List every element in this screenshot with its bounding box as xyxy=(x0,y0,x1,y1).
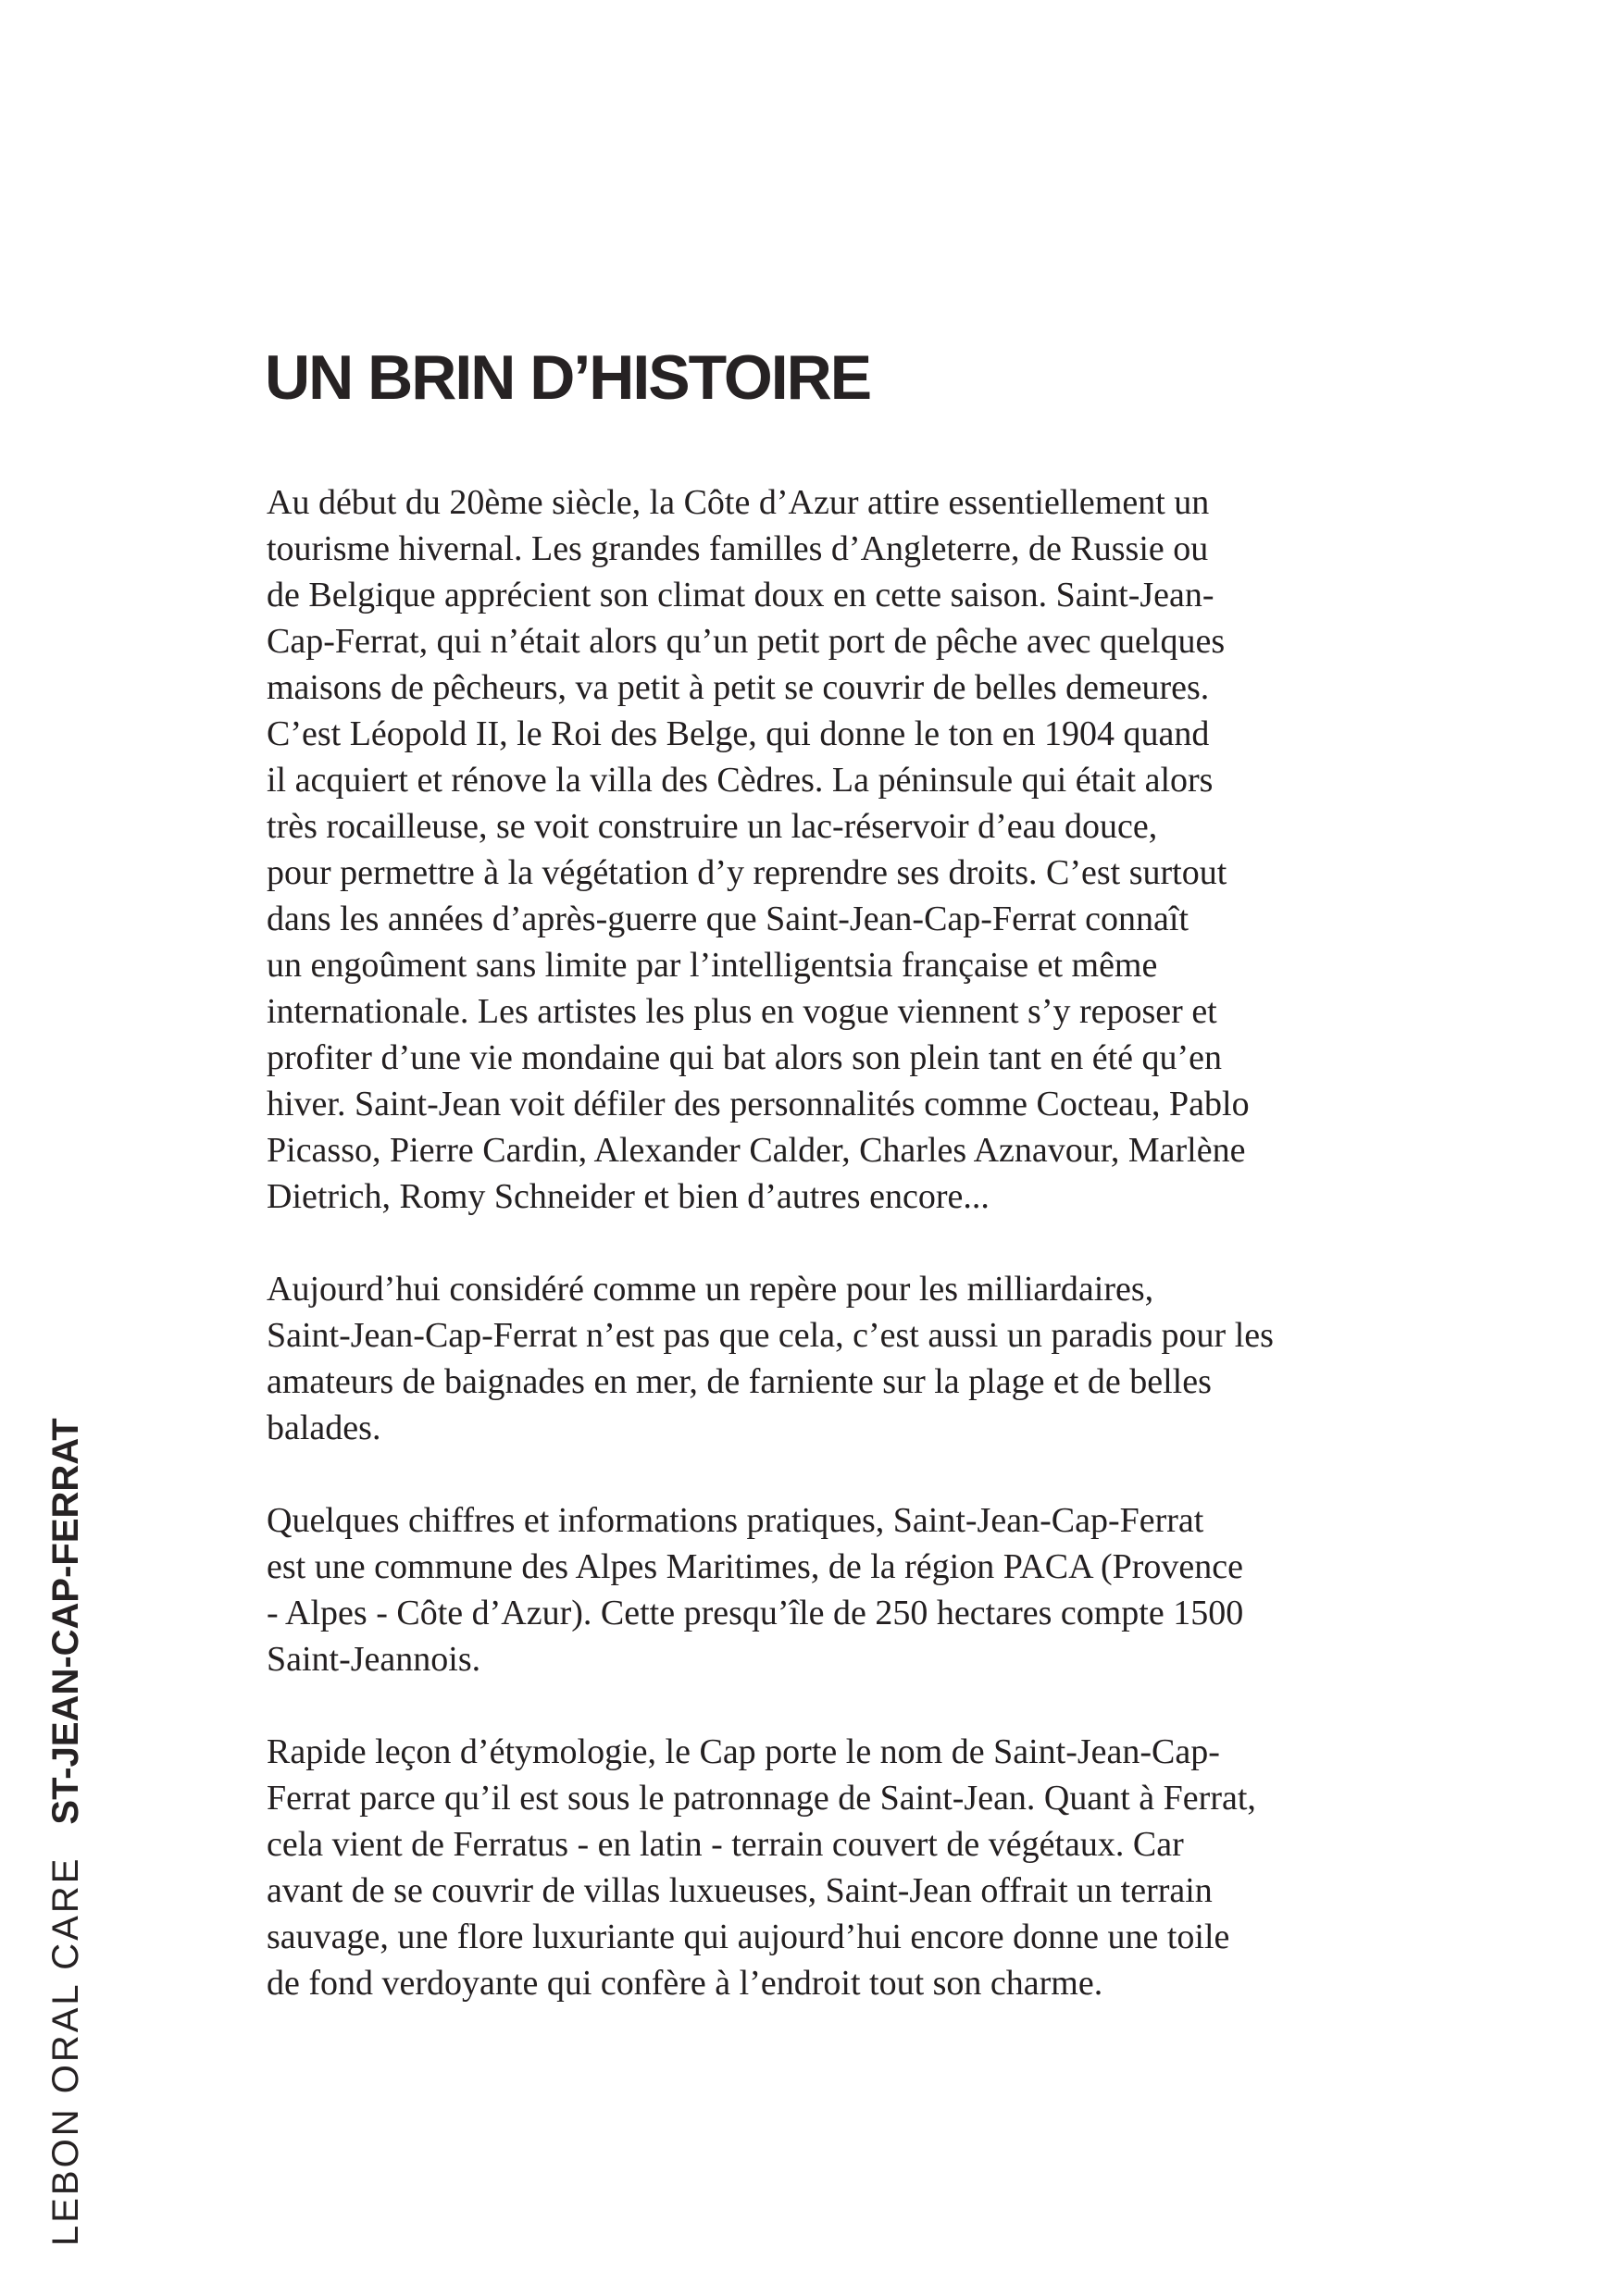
text-line: cela vient de Ferratus - en latin - terrain couvert de végétaux. Car xyxy=(267,1825,1184,1864)
text-line: est une commune des Alpes Maritimes, de la région PACA (Provence xyxy=(267,1547,1244,1586)
sidebar-vertical-label xyxy=(44,1418,87,2246)
text-line: Saint-Jean-Cap-Ferrat n’est pas que cela, c’est aussi un paradis pour les xyxy=(267,1316,1274,1355)
text-line: Au début du 20ème siècle, la Côte d’Azur attire essentiellement un xyxy=(267,483,1210,522)
text-line: très rocailleuse, se voit construire un lac-réservoir d’eau douce, xyxy=(267,807,1158,846)
page-title: UN BRIN D’HISTOIRE xyxy=(265,342,871,413)
text-line: Cap-Ferrat, qui n’était alors qu’un petit port de pêche avec quelques xyxy=(267,622,1226,661)
text-line: Picasso, Pierre Cardin, Alexander Calder, Charles Aznavour, Marlène xyxy=(267,1131,1246,1170)
text-line: un engoûment sans limite par l’intelligentsia française et même xyxy=(267,946,1158,985)
text-line: de fond verdoyante qui confère à l’endroit tout son charme. xyxy=(267,1964,1103,2003)
text-line: Saint-Jeannois. xyxy=(267,1640,481,1679)
text-line: Rapide leçon d’étymologie, le Cap porte le nom de Saint-Jean-Cap- xyxy=(267,1732,1220,1771)
text-line: Ferrat parce qu’il est sous le patronnage de Saint-Jean. Quant à Ferrat, xyxy=(267,1779,1256,1818)
text-line: - Alpes - Côte d’Azur). Cette presqu’île de 250 hectares compte 1500 xyxy=(267,1594,1244,1632)
text-line: maisons de pêcheurs, va petit à petit se couvrir de belles demeures. xyxy=(267,668,1210,707)
text-line: internationale. Les artistes les plus en vogue viennent s’y reposer et xyxy=(267,992,1217,1031)
text-line: Dietrich, Romy Schneider et bien d’autres encore... xyxy=(267,1177,990,1216)
text-line: de Belgique apprécient son climat doux en cette saison. Saint-Jean- xyxy=(267,576,1214,614)
text-line: hiver. Saint-Jean voit défiler des personnalités comme Cocteau, Pablo xyxy=(267,1085,1250,1123)
text-line: dans les années d’après-guerre que Saint-Jean-Cap-Ferrat connaît xyxy=(267,900,1189,938)
text-line: avant de se couvrir de villas luxueuses, Saint-Jean offrait un terrain xyxy=(267,1871,1213,1910)
text-line: amateurs de baignades en mer, de farniente sur la plage et de belles xyxy=(267,1362,1212,1401)
text-line: il acquiert et rénove la villa des Cèdres. La péninsule qui était alors xyxy=(267,761,1214,800)
text-line: tourisme hivernal. Les grandes familles d’Angleterre, de Russie ou xyxy=(267,529,1209,568)
text-line: pour permettre à la végétation d’y reprendre ses droits. C’est surtout xyxy=(267,853,1227,892)
text-line: C’est Léopold II, le Roi des Belge, qui donne le ton en 1904 quand xyxy=(267,714,1210,753)
article-body xyxy=(267,479,1470,2006)
text-line: profiter d’une vie mondaine qui bat alors son plein tant en été qu’en xyxy=(267,1038,1223,1077)
paragraph-etymology xyxy=(267,1729,1470,2006)
section-label: ST-JEAN-CAP-FERRAT xyxy=(45,1418,86,1825)
paragraph-today xyxy=(267,1266,1470,1451)
text-line: balades. xyxy=(267,1409,381,1447)
text-line: Quelques chiffres et informations pratiques, Saint-Jean-Cap-Ferrat xyxy=(267,1501,1204,1540)
paragraph-facts xyxy=(267,1497,1470,1682)
paragraph-history xyxy=(267,479,1470,1220)
brand-label: LEBON ORAL CARE xyxy=(45,1855,86,2246)
text-line: Aujourd’hui considéré comme un repère pour les milliardaires, xyxy=(267,1270,1154,1309)
text-line: sauvage, une flore luxuriante qui aujourd’hui encore donne une toile xyxy=(267,1917,1230,1956)
